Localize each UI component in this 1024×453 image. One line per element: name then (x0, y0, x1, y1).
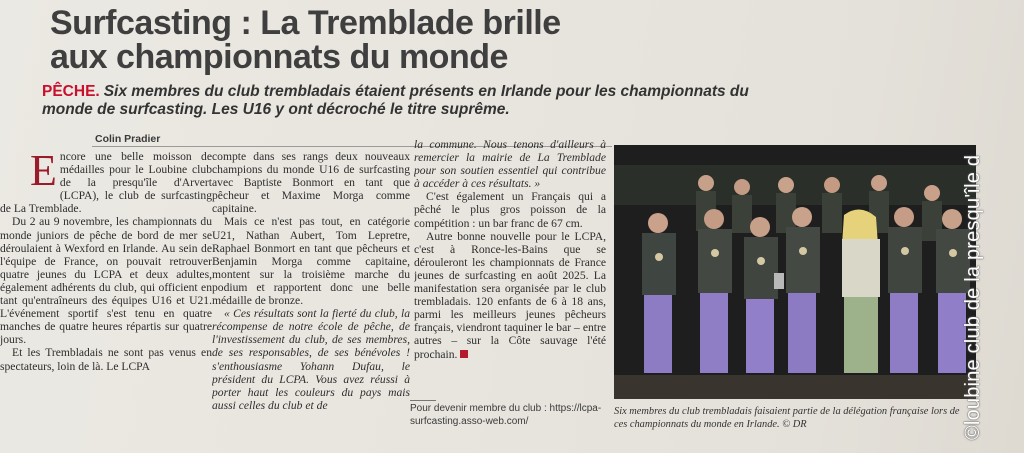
text-column-3 (414, 138, 606, 398)
section-kicker: PÊCHE. (42, 83, 100, 100)
paragraph-5: Mais ce n'est pas tout, en catégorie U21, Nathan Aubert, Tom Lepretre, Raphael Bonmort en tant que pêcheurs et Benjamin Morga comme capitaine, montent sur la troisième marche du podium et rapportent donc une belle médaille de bronze. (212, 215, 410, 308)
team-photo-illustration (614, 145, 976, 399)
quote-continued: la commune. Nous tenons d'ailleurs à remercier la mairie de La Tremblade pour son soutien essentiel qui contribue à accéder à ces résultats. » (414, 138, 606, 191)
membership-footnote: Pour devenir membre du club : https://lcpa-surfcasting.asso-web.com/ (410, 403, 602, 427)
article-headline (50, 6, 690, 74)
paragraph-1: Encore une belle moisson de médailles pour le Loubine club de la presqu'île d'Arvert (LCPA), le club de surfcasting de La Tremblade. (0, 150, 212, 216)
paragraph-2: Du 2 au 9 novembre, les championnats du monde juniors de pêche de bord de mer se déroulaient à Wexford en Irlande. Au sein de l'équipe de France, on pouvait retrouver quatre jeunes du LCPA et deux adultes, également adhérents du club, qui officient en tant qu'entraîneurs des équipes U16 et U21. L'événement sportif s'est tenu en quatre manches de quatre heures répartis sur quatre jours. (0, 215, 212, 347)
footnote-rule (410, 400, 436, 401)
headline-line-1: Surfcasting : La Tremblade brille (50, 4, 561, 42)
deck-text: Six membres du club trembladais étaient présents en Irlande pour les championnats du monde de surfcasting. Les U16 y ont décroché le titre suprême. (42, 83, 749, 118)
paragraph-4: compte dans ses rangs deux nouveaux champions du monde U16 de surfcasting avec Baptiste Bonmort en tant que pêcheur et Maxime Morga comme capitaine. (212, 150, 410, 216)
drop-cap: E (30, 150, 57, 195)
paragraph-6: C'est également un Français qui a pêché le plus gros poisson de la compétition : un bar franc de 67 cm. (414, 190, 606, 230)
paragraph-3: Et les Trembladais ne sont pas venus en spectateurs, loin de là. Le LCPA (0, 346, 212, 373)
author-byline: Colin Pradier (95, 133, 161, 145)
quote-paragraph: « Ces résultats sont la fierté du club, la récompense de notre école de pêche, de l'investissement du club, de ses membres, de ses responsables, de ses bénévoles ! s'enthousiasme Yohann Dufau, le président du LCPA. Vous avez réussi à porter haut les couleurs du pays mais aussi celles du club et de (212, 307, 410, 412)
team-photo (614, 145, 976, 399)
headline-line-2: aux championnats du monde (50, 38, 508, 76)
text-column-1 (0, 150, 212, 453)
paragraph-7: Autre bonne nouvelle pour le LCPA, c'est à Ronce-les-Bains que se dérouleront les championnats de France jeunes de surfcasting en août 2025. La manifestation sera organisée par le club trembladais. 120 enfants de 6 à 18 ans, parmi les meilleurs jeunes pêcheurs français, viendront taquiner le bar – entre autres – sur la Côte sauvage l'été prochain. (414, 229, 606, 361)
text-column-2 (212, 150, 410, 430)
copyright-watermark: ©loubine club de la presqu'île d (962, 154, 984, 440)
photo-caption: Six membres du club trembladais faisaient partie de la délégation française lors de ces championnats du monde en Irlande. © DR (614, 406, 960, 430)
end-mark-square (460, 350, 468, 358)
article-deck (42, 83, 782, 119)
